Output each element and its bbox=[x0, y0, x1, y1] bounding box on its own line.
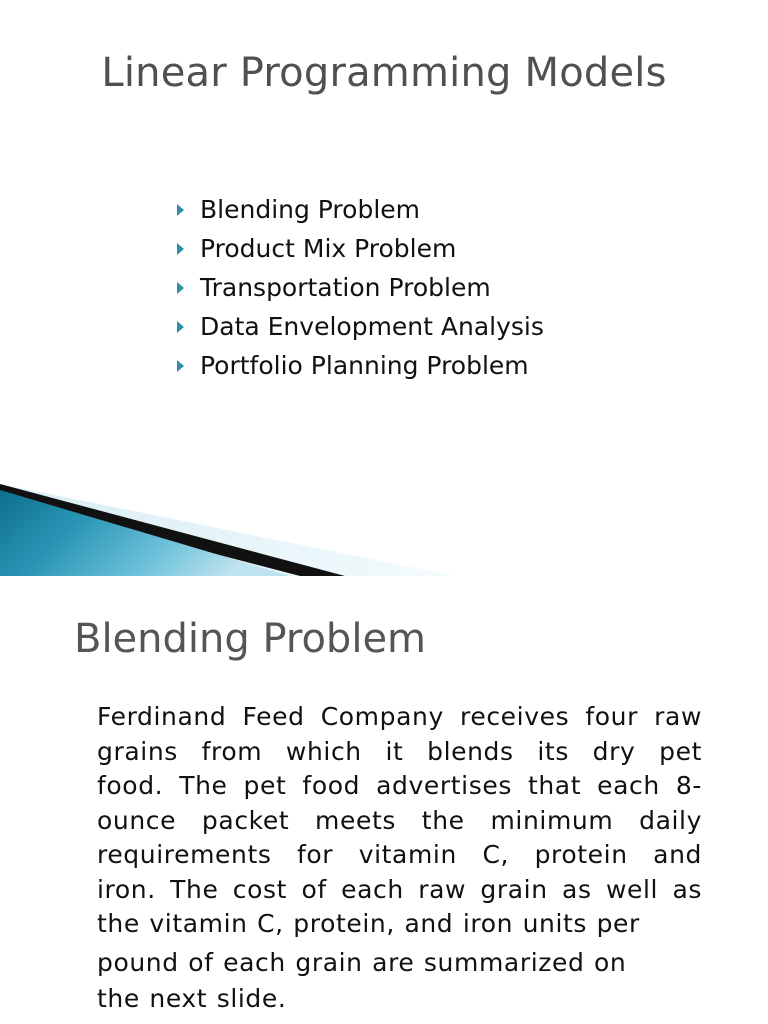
bullet-text: Transportation Problem bbox=[200, 273, 491, 302]
list-item bbox=[175, 190, 544, 229]
paragraph-line: iron. The cost of each raw grain as well as bbox=[97, 874, 702, 904]
bullet-arrow-icon bbox=[177, 282, 184, 294]
body-paragraph bbox=[97, 700, 702, 1017]
paragraph-line: the next slide. bbox=[97, 984, 287, 1013]
paragraph-line: ounce packet meets the minimum daily bbox=[97, 805, 702, 835]
bullet-text: Product Mix Problem bbox=[200, 234, 457, 263]
paragraph-line: grains from which it blends its dry pet bbox=[97, 736, 702, 766]
paragraph-line: Ferdinand Feed Company receives four raw bbox=[97, 702, 702, 731]
slide-2 bbox=[0, 576, 768, 1024]
bullet-arrow-icon bbox=[177, 360, 184, 372]
slide-title: Linear Programming Models bbox=[101, 50, 667, 96]
list-item bbox=[175, 268, 544, 307]
bullet-text: Data Envelopment Analysis bbox=[200, 312, 544, 341]
decorative-swoosh bbox=[0, 470, 768, 576]
paragraph-line: pound of each grain are summarized on bbox=[97, 947, 627, 977]
bullet-arrow-icon bbox=[177, 204, 184, 216]
bullet-text: Blending Problem bbox=[200, 195, 421, 224]
paragraph-line: the vitamin C, protein, and iron units per bbox=[97, 909, 640, 938]
list-item bbox=[175, 229, 544, 268]
list-item bbox=[175, 346, 544, 385]
slide-title: Blending Problem bbox=[74, 616, 427, 662]
bullet-list bbox=[175, 190, 544, 385]
bullet-text: Portfolio Planning Problem bbox=[200, 351, 529, 380]
list-item bbox=[175, 307, 544, 346]
bullet-arrow-icon bbox=[177, 243, 184, 255]
paragraph-line: requirements for vitamin C, protein and bbox=[97, 840, 702, 869]
bullet-arrow-icon bbox=[177, 321, 184, 333]
paragraph-line: food. The pet food advertises that each 8- bbox=[97, 771, 702, 800]
